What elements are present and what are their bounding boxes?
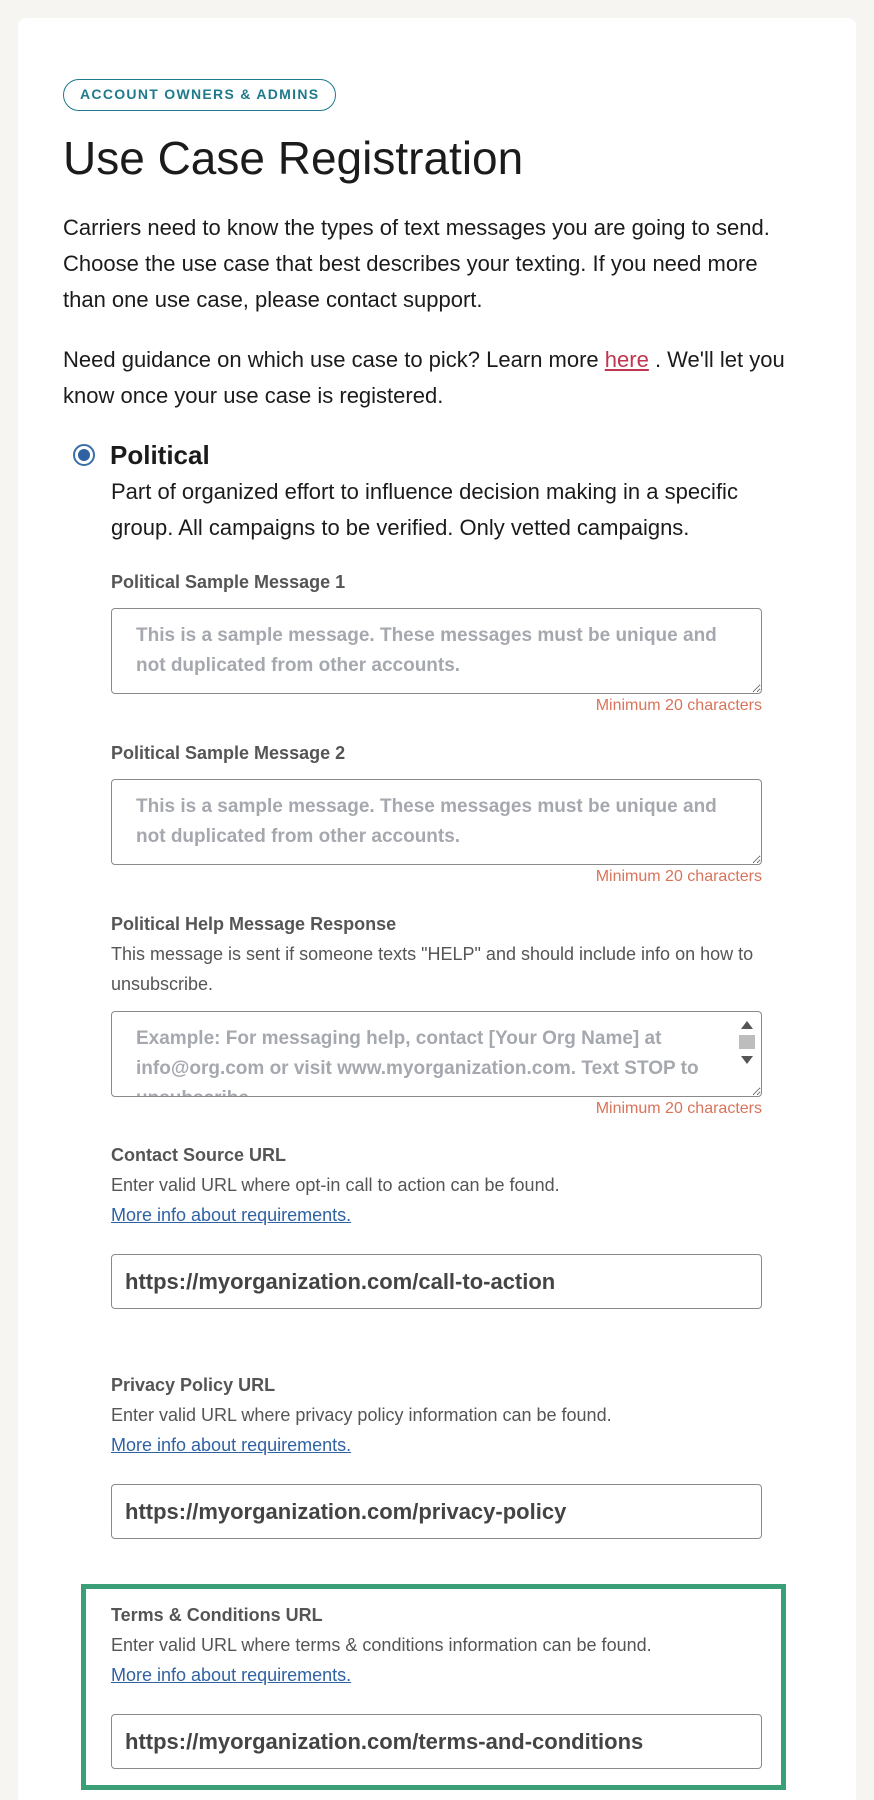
privacy-policy-label: Privacy Policy URL — [111, 1375, 276, 1395]
scroll-up-arrow-icon[interactable] — [741, 1021, 753, 1029]
terms-conditions-description: Enter valid URL where terms & conditions information can be found. — [111, 1635, 652, 1655]
privacy-policy-description: Enter valid URL where privacy policy information can be found. — [111, 1405, 612, 1425]
contact-source-info-link[interactable]: More info about requirements. — [111, 1205, 352, 1225]
help-message-hint: Minimum 20 characters — [595, 1100, 762, 1117]
help-message-description: This message is sent if someone texts "HELP" and should include info on how to unsubscribe. — [111, 944, 754, 994]
contact-source-url-input[interactable] — [111, 1254, 762, 1309]
political-radio[interactable] — [73, 444, 95, 466]
help-message-textarea[interactable] — [111, 1011, 762, 1097]
sample-message-1-textarea[interactable] — [111, 608, 762, 694]
terms-conditions-info-link[interactable]: More info about requirements. — [111, 1665, 352, 1685]
page-title: Use Case Registration — [63, 132, 524, 184]
sample-message-1-hint: Minimum 20 characters — [595, 697, 762, 714]
political-option-label[interactable]: Political — [110, 440, 210, 470]
sample-message-1-label: Political Sample Message 1 — [111, 572, 346, 592]
political-option-description: Part of organized effort to influence decision making in a specific group. All campaigns to be verified. Only vetted campaigns. — [111, 479, 738, 540]
terms-conditions-url-input[interactable] — [111, 1714, 762, 1769]
role-badge: ACCOUNT OWNERS & ADMINS — [63, 79, 336, 111]
contact-source-description: Enter valid URL where opt-in call to action can be found. — [111, 1175, 560, 1195]
sample-message-2-label: Political Sample Message 2 — [111, 743, 346, 763]
guidance-text-end: . We'll let you know once your use case is registered. — [63, 347, 785, 408]
sample-message-2-textarea[interactable] — [111, 779, 762, 865]
help-message-scrollbar[interactable] — [737, 1013, 759, 1097]
privacy-policy-info-link[interactable]: More info about requirements. — [111, 1435, 352, 1455]
scrollbar-thumb[interactable] — [739, 1035, 755, 1049]
guidance-text-start: Need guidance on which use case to pick? Learn more — [63, 347, 605, 372]
contact-source-label: Contact Source URL — [111, 1145, 287, 1165]
scroll-down-arrow-icon[interactable] — [741, 1056, 753, 1064]
guidance-here-link[interactable]: here — [604, 347, 649, 372]
help-message-label: Political Help Message Response — [111, 914, 397, 934]
sample-message-2-hint: Minimum 20 characters — [595, 868, 762, 885]
terms-conditions-label: Terms & Conditions URL — [111, 1605, 323, 1625]
privacy-policy-url-input[interactable] — [111, 1484, 762, 1539]
guidance-text — [63, 342, 823, 414]
intro-text: Carriers need to know the types of text messages you are going to send. Choose the use case that best describes your texting. If you need more than one use case, please contact support. — [63, 215, 770, 312]
